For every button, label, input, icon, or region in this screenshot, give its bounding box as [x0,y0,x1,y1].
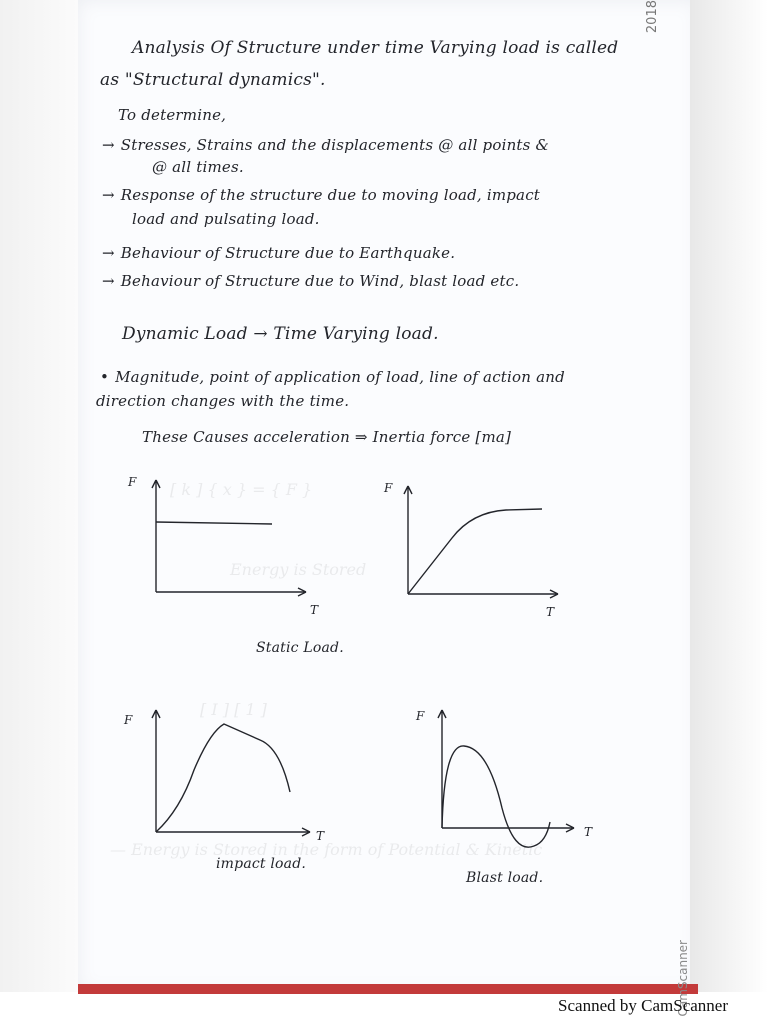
dynamic-point-continuation: direction changes with the time. [96,392,350,410]
intro-line-1: Analysis Of Structure under time Varying load is called [132,38,619,58]
bullet-item [102,186,540,204]
bullet-item [102,272,519,290]
axis-label-f: F [416,709,425,723]
dynamic-point-text: Magnitude, point of application of load, line of action and [115,368,565,386]
bullet-text: Stresses, Strains and the displacements @ all points & [120,136,550,154]
ramp-load-curve [408,509,542,594]
static-load-caption: Static Load. [256,640,344,656]
bullet-text: Behaviour of Structure due to Earthquake. [120,244,456,262]
bullet-item [102,244,455,262]
arrow-icon: → [102,272,115,290]
axis-label-t: T [584,825,593,839]
constant-load-curve [156,522,272,524]
bullet-text: Behaviour of Structure due to Wind, blast load etc. [120,272,520,290]
bleed-through-text: Energy is Stored [230,560,367,579]
corner-date-mark: 2018 [645,0,660,34]
camscanner-watermark: CamScanner [676,940,690,1017]
arrow-icon: → [102,136,115,154]
axis-label-t: T [316,829,325,843]
impact-load-caption: impact load. [216,856,307,872]
bullet-continuation: load and pulsating load. [132,210,320,228]
arrow-icon: → [102,244,115,262]
arrow-icon: → [102,186,115,204]
axis-label-f: F [128,475,137,489]
page-left-margin [0,0,78,992]
scanner-footer: Scanned by CamScanner [558,996,728,1015]
bleed-through-text: [ k ] { x } = { F } [170,480,313,499]
blast-load-curve [442,746,550,847]
bullet-item [102,136,549,154]
bleed-through-text: [ I ] [ 1 ] [200,700,267,719]
blast-load-caption: Blast load. [466,870,544,886]
impact-load-graph [120,700,340,850]
bullet-dot-icon: • [100,368,110,386]
bullet-continuation: @ all times. [152,158,244,176]
page-bottom-edge [78,984,698,994]
dynamic-point [100,368,565,386]
axis-label-t: T [546,605,555,619]
dynamic-load-heading: Dynamic Load → Time Varying load. [122,324,439,344]
static-load-graph-constant [120,470,320,620]
bleed-through-text: — Energy is Stored in the form of Potential & Kinetic [110,840,543,859]
blast-load-graph [410,704,600,854]
axis-label-f: F [124,713,133,727]
page-right-edge [690,0,768,992]
intro-line-2: as "Structural dynamics". [100,70,326,90]
static-load-graph-ramp [380,478,580,628]
bullet-text: Response of the structure due to moving load, impact [120,186,541,204]
inertia-force-line: These Causes acceleration ⇒ Inertia force [ma] [142,428,512,446]
to-determine-label: To determine, [118,106,227,124]
axis-label-f: F [384,481,393,495]
axis-label-t: T [310,603,319,617]
impact-load-curve [156,724,290,832]
